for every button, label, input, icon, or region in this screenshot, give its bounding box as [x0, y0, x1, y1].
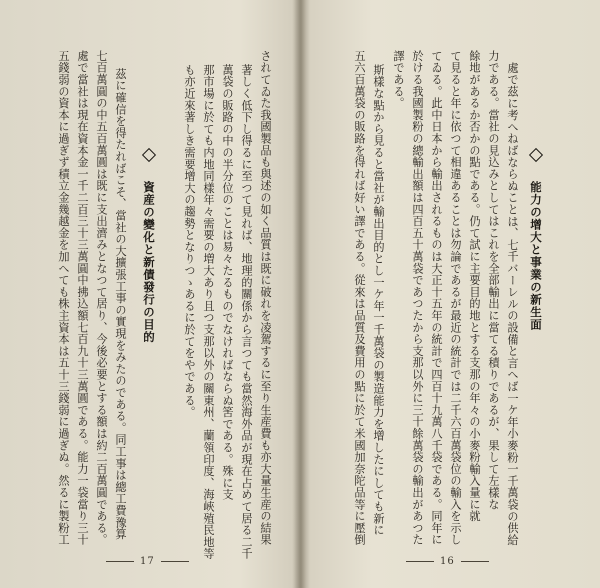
- text-column: も亦近來著しき需要增大の趨勢となりつゝあるに於てをやである。: [183, 64, 196, 418]
- text-column: 斯樣な點から見ると當社が輸出目的とし一ケ年一千萬袋の製造能力を增したにしても新に: [372, 64, 385, 536]
- text-column: 譯である。: [392, 50, 405, 109]
- text-column: 那市場に於ても内地同樣年々需要の増大あり且つ支那以外の關東州、蘭領印度、海峽殖民地等: [202, 64, 215, 560]
- page-number-left: 17: [100, 556, 195, 567]
- section-heading: [141, 150, 157, 344]
- text-column: 五錢弱の資本に過ぎず積立金幾越金を加へても株主資本は五十三錢弱に過ぎぬ。然るに製粉工: [57, 50, 70, 546]
- text-column: されてゐた我國製品も與述の如く品質は既に破れを凌駕するに至り生産費も亦大量生産の結果: [259, 50, 272, 546]
- text-column: 五六百萬袋の販路を得れば好い譯である。從來は品質及費用の點に於て米國加奈陀品等に壓倒: [353, 50, 366, 546]
- section-heading-text: 資産の變化と新債發行の目的: [142, 181, 156, 344]
- section-heading-text: 能力の增大と事業の新生面: [529, 181, 543, 331]
- text-column: てゐる。此中日本から輸出されるものは大正十五年の統計で四百十九萬八千袋である。同年に: [430, 50, 443, 546]
- section-heading: [528, 150, 544, 331]
- right-page: [300, 0, 600, 588]
- text-column: 餘地があるか否かの點である。仍て試に主要目的地とする支那の年々の小麥粉輸入量に就: [468, 50, 481, 522]
- text-column: 處で當社は現在資本金一千二百三十三萬圓中拂込額七百九十三萬圓である。能力一袋當り三十: [76, 50, 89, 546]
- text-column: て見ると年に依つて相違あることは勿論であるが最近の統計では二千六百萬袋位の輸入を示し: [449, 50, 462, 546]
- text-column: 七百萬圓の中五百萬圓は既に支出濟みとなつて居り、今後必要とする額は約二百萬圓である。: [95, 50, 108, 546]
- diamond-bullet-icon: [142, 148, 156, 162]
- text-column: 著しく低下し得るに至つて見れば、地理的關係から言つても當然海外品が現在占めて居る二千: [240, 64, 253, 560]
- text-column: 萬袋の販路の中の半分位のことは易々たるものでなければならぬ筈である。殊に支: [221, 64, 234, 501]
- diamond-bullet-icon: [529, 148, 543, 162]
- text-column: 處で茲に考へねばならぬことは、七千バーレルの設備と言へば一ケ年小麥粉一千萬袋の供給: [506, 62, 519, 546]
- page-number-right: 16: [400, 556, 495, 567]
- text-column: 茲に確信を得たればこそ、當社の大擴張工事の實現をみたのである。同工事は總工費豫算: [114, 68, 127, 540]
- text-column: 力である。當社の見込みとしてはこれを全部輸出に當てる積りであるが、果して左樣な: [487, 50, 500, 511]
- text-column: 於ける我國製粉の總輸出額は四百五十萬袋であつたから支那以外に三十餘萬袋の輸出があつた: [411, 50, 424, 546]
